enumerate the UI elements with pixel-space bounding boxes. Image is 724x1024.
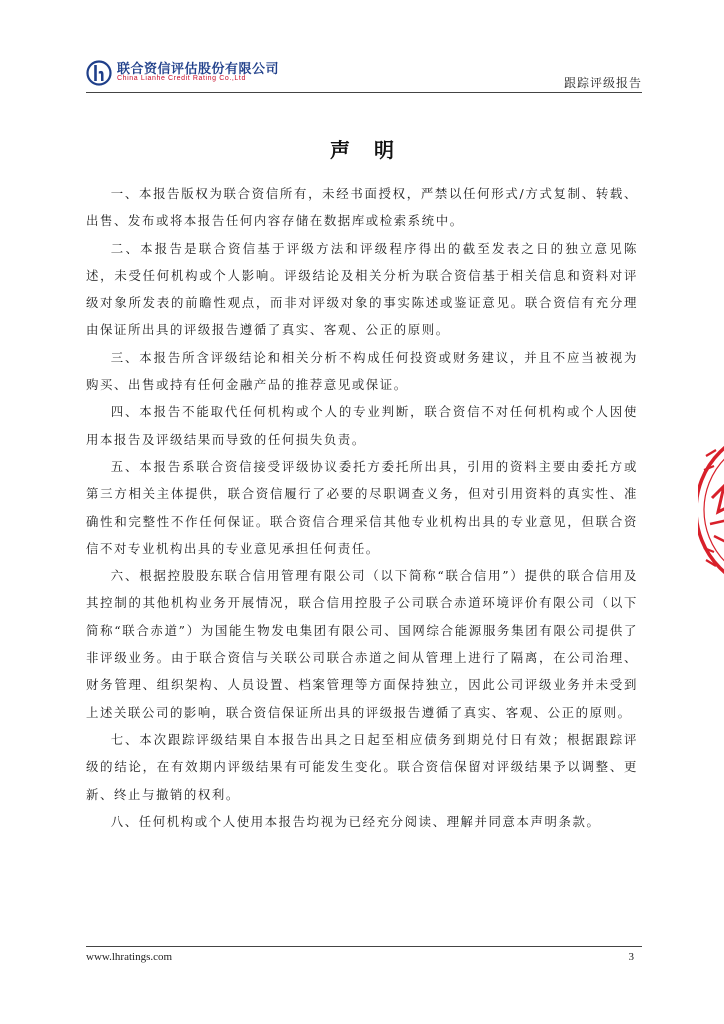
declaration-paragraph-6: 六、根据控股股东联合信用管理有限公司（以下简称“联合信用”）提供的联合信用及其控制的其他机构业务开展情况，联合信用控股子公司联合赤道环境评价有限公司（以下简称“联合赤道”）为国能生物发电集团有限公司、国网综合能源服务集团有限公司提供了非评级业务。由于联合资信与关联公司联合赤道之间从管理上进行了隔离，在公司治理、财务管理、组织架构、人员设置、档案管理等方面保持独立，因此公司评级业务并未受到上述关联公司的影响，联合资信保证所出具的评级报告遵循了真实、客观、公正的原则。 [86,568,638,720]
red-seal-stamp-icon [698,420,724,600]
declaration-paragraph-7: 七、本次跟踪评级结果自本报告出具之日起至相应债务到期兑付日有效；根据跟踪评级的结论，在有效期内评级结果有可能发生变化。联合资信保留对评级结果予以调整、更新、终止与撤销的权利。 [86,731,638,802]
page-header [86,58,642,92]
declaration-paragraph-3: 三、本报告所含评级结论和相关分析不构成任何投资或财务建议，并且不应当被视为购买、出售或持有任何金融产品的推荐意见或保证。 [86,349,638,393]
report-type-label: 跟踪评级报告 [563,76,642,90]
declaration-paragraph-4: 四、本报告不能取代任何机构或个人的专业判断，联合资信不对任何机构或个人因使用本报告及评级结果而导致的任何损失负责。 [86,404,638,447]
company-name-cn: 联合资信评估股份有限公司 [117,62,280,77]
page-title: 声明 [330,138,418,162]
header-divider [86,92,642,93]
company-name-en: China Lianhe Credit Rating Co.,Ltd [117,75,246,82]
lianhe-logo-icon [86,60,112,86]
declaration-paragraph-5: 五、本报告系联合资信接受评级协议委托方委托所出具，引用的资料主要由委托方或第三方相关主体提供，联合资信履行了必要的尽职调查义务，但对引用资料的真实性、准确性和完整性不作任何保证。联合资信合理采信其他专业机构出具的专业意见，但联合资信不对专业机构出具的专业意见承担任何责任。 [86,458,638,556]
declaration-body [86,180,638,835]
declaration-paragraph-8: 八、任何机构或个人使用本报告均视为已经充分阅读、理解并同意本声明条款。 [110,813,601,829]
declaration-paragraph-2: 二、本报告是联合资信基于评级方法和评级程序得出的截至发表之日的独立意见陈述，未受任何机构或个人影响。评级结论及相关分析为联合资信基于相关信息和资料对评级对象所发表的前瞻性观点，而非对评级对象的事实陈述或鉴证意见。联合资信有充分理由保证所出具的评级报告遵循了真实、客观、公正的原则。 [86,240,638,338]
declaration-paragraph-1: 一、本报告版权为联合资信所有，未经书面授权，严禁以任何形式/方式复制、转载、出售、发布或将本报告任何内容存储在数据库或检索系统中。 [86,186,638,229]
page-number: 3 [628,951,634,963]
footer-website-link[interactable]: www.lhratings.com [86,951,173,963]
footer-divider [86,946,642,947]
